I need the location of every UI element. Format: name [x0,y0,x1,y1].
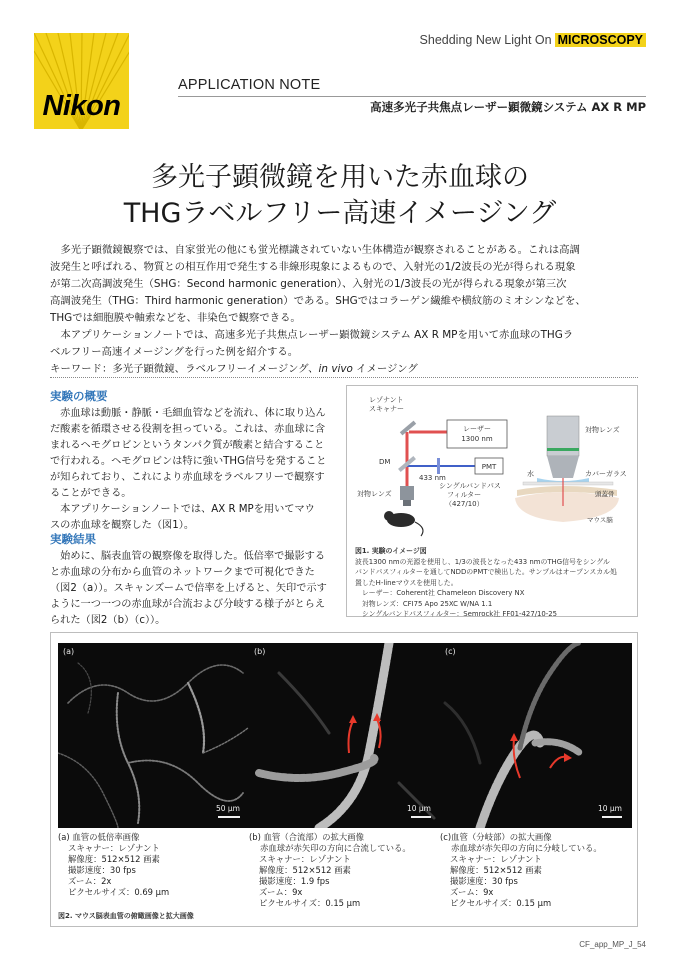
filter-label: シングルバンドパス [439,482,501,490]
caption-detail: ピクセルサイズ：0.69 µm [68,887,170,897]
scale-bar [602,816,622,818]
scale-bar-label: 10 µm [406,804,431,813]
title-line-2: THGラベルフリー高速イメージング [123,198,557,229]
section-heading-results: 実験結果 [50,532,96,546]
scale-bar [411,816,431,818]
vessel-network-image [58,643,250,828]
overview-line: 赤血球は動脈・静脈・毛細血管などを流れ、体に取り込ん [50,408,326,419]
intro-line: 本アプリケーションノートでは、高速多光子共焦点レーザー顕微鏡システム AX R MPを用いて赤血球のTHGラ [50,329,574,341]
figure-2-title: 図2. マウス脳表血管の俯瞰画像と拡大画像 [58,912,194,920]
system-name: 高速多光子共焦点レーザー顕微鏡システム AX R MP [370,100,646,114]
water-label: 水 [527,470,534,478]
panel-label-b: (b) [254,647,266,656]
caption-heading: 赤血球が赤矢印の方向に分岐している。 [440,843,602,853]
caption-detail: ズーム：9x [259,887,303,897]
caption-detail: ピクセルサイズ：0.15 µm [450,898,552,908]
caption-detail: ズーム：9x [450,887,494,897]
title-line-1: 多光子顕微鏡を用いた赤血球の [151,162,529,193]
caption-detail: ズーム：2x [68,876,112,886]
brain-label: マウス脳 [587,516,613,524]
results-line: 始めに、脳表血管の観察像を取得した。低倍率で撮影する [50,551,326,562]
overview-line: だ酸素を循環させる役割を担っている。これは、赤血球に含 [50,424,326,435]
micrograph-panel-b [249,643,441,828]
tagline-highlight: MICROSCOPY [555,33,646,47]
caption-line: 波長1300 nmの光源を使用し、1/3の波長となった433 nmのTHG信号をシングル [355,557,610,566]
panel-label-c: (c) [445,647,456,656]
intro-line: 波発生と呼ばれる、物質との相互作用で発生する非線形現象によるもので、入射光の1/2波長の光が得られる現象 [50,261,576,273]
results-line: ように一つ一つの赤血球が合流および分岐する様子がとらえ [50,599,326,610]
intro-line: THGでは細胞膜や軸索などを、非染色で観察できる。 [50,312,301,324]
caption-heading: (c)血管（分岐部）の拡大画像 [440,832,552,842]
vessel-junction-image [249,643,441,828]
section-heading-overview: 実験の概要 [50,389,108,403]
caption-detail: 解像度：512×512 画素 [68,854,160,864]
scale-bar-label: 10 µm [597,804,622,813]
figure-2 [50,632,638,927]
intro-line: 高調波発生（THG：Third harmonic generation）である。SHGではコラーゲン繊維や横紋筋のミオシンなどを、 [50,295,586,307]
caption-heading: (a) 血管の低倍率画像 [58,832,140,842]
filter-label-2: フィルター [447,491,482,499]
caption-heading: 赤血球が赤矢印の方向に合流している。 [249,843,411,853]
overview-line: まれるヘモグロビンというタンパク質が酸素と結合すること [50,440,325,451]
logo-wordmark: Nikon [42,90,121,122]
figure-1-caption [355,546,633,620]
skull-label: 頭蓋骨 [595,490,615,498]
red-arrow [349,721,354,753]
panel-c-caption [440,832,632,909]
wavelength-label: 433 nm [419,474,446,482]
application-note-label: APPLICATION NOTE [178,77,321,93]
caption-line: 対物レンズ：CFI75 Apo 25XC W/NA 1.1 [355,599,493,608]
tagline [420,33,646,47]
caption-detail: 解像度：512×512 画素 [450,865,542,875]
experiment-diagram [347,386,637,546]
objective-small [400,486,414,500]
figure-1-caption-title: 図1. 実験のイメージ図 [355,547,427,555]
laser-label: レーザー [463,425,491,433]
results-line: と赤血球の分布から血管のネットワークまで可視化できた [50,567,315,578]
header-divider [178,96,646,97]
panel-a-caption [58,832,250,898]
caption-line: レーザー：Coherent社 Chameleon Discovery NX [355,589,525,597]
overview-body [50,406,334,534]
intro-line: が第二次高調波発生（SHG：Second harmonic generation）、入射光の1/3波長の光が得られる現象が第三次 [50,278,567,290]
document-code: CF_app_MP_J_54 [579,940,646,949]
caption-detail: スキャナー：レゾナント [259,854,351,864]
overview-line: ることができる。 [50,488,132,499]
overview-line: で行われる。ヘモグロビンは特に強いTHG信号を発すること [50,456,327,467]
caption-detail: 撮影速度：30 fps [450,876,518,886]
caption-detail: ピクセルサイズ：0.15 µm [259,898,361,908]
pmt-label: PMT [481,463,497,471]
micrograph-panel-a [58,643,250,828]
keywords-prefix: キーワード：多光子顕微鏡、ラベルフリーイメージング、 [50,363,319,375]
caption-detail: スキャナー：レゾナント [450,854,542,864]
resonant-scanner-label: レゾナント [369,396,404,404]
vessel-branch-image [440,643,632,828]
scale-bar-label: 50 µm [215,804,240,813]
panel-label-a: (a) [63,647,75,656]
intro-line: ベルフリー高速イメージングを行った例を紹介する。 [50,346,299,358]
results-body [50,549,334,629]
results-line: られた（図2（b）（c））。 [50,615,166,626]
intro-line: 多光子顕微鏡観察では、自家蛍光の他にも蛍光標識されていない生体構造が観察されることがある。これは高調 [50,244,580,256]
caption-detail: 解像度：512×512 画素 [259,865,351,875]
caption-line: バンドパスフィルターを通してNDDのPMTで検出した。サンプルはオープンスカル処 [355,568,617,576]
laser-wavelength: 1300 nm [461,435,493,443]
micrograph-panel-c [440,643,632,828]
caption-heading: (b) 血管（合流部）の拡大画像 [249,832,365,842]
caption-detail: 撮影速度：30 fps [68,865,136,875]
intro-paragraph [50,242,638,361]
scale-bar [218,816,240,818]
results-line: （図2（a））。スキャンズームで倍率を上げると、矢印で示す [50,583,327,594]
panel-b-caption [249,832,441,909]
keywords-divider [50,377,638,378]
page-title [0,160,680,232]
overview-line: スの赤血球を観察した（図1）。 [50,520,195,531]
caption-line: 置したH-lineマウスを使用した。 [355,578,458,587]
caption-detail: 撮影速度：1.9 fps [259,876,330,886]
objective-label: 対物レンズ [357,490,392,498]
coverglass [523,482,613,485]
red-arrow [550,757,566,768]
overview-line: が知られており、これにより赤血球をラベルフリーで観察す [50,472,325,483]
filter-label-3: （427/10） [445,500,484,508]
bandpass-filter [437,458,440,474]
coverglass-label: カバーガラス [585,470,627,478]
caption-detail: スキャナー：レゾナント [68,843,160,853]
figure-1 [346,385,638,617]
overview-line: 本アプリケーションノートでは、AX R MPを用いてマウ [50,504,315,515]
resonant-scanner-label-2: スキャナー [369,405,404,413]
objective-right-label: 対物レンズ [585,426,620,434]
tagline-prefix: Shedding New Light On [419,33,552,47]
keywords-italic: in vivo [318,363,353,375]
caption-line: シングルバンドパスフィルター：Semrock社 FF01-427/10-25 [355,610,558,618]
keywords [50,360,418,375]
nikon-logo [34,33,129,129]
dm-label: DM [379,458,391,466]
keywords-suffix: イメージング [352,363,418,375]
